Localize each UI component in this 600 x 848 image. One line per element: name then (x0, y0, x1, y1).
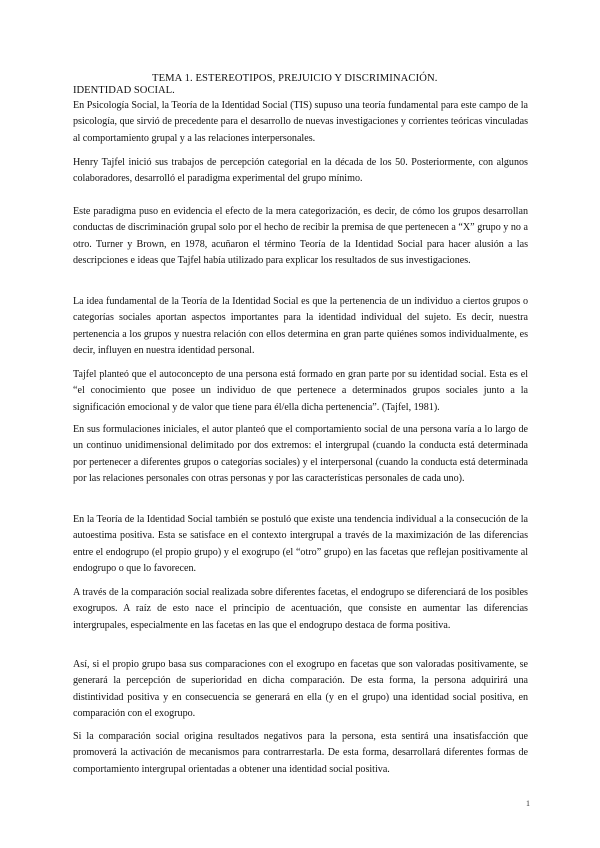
page-number: 1 (526, 799, 530, 808)
paragraph-2: Henry Tajfel inició sus trabajos de percepción categorial en la década de los 50. Posteriormente, con algunos colaboradores, desarrolló el paradigma experimental del grupo mínimo. (73, 157, 528, 185)
paragraph-7: En la Teoría de la Identidad Social también se postuló que existe una tendencia individual a la consecución de la autoestima positiva. Esta se satisface en el contexto intergrupal a través de la maximización de las diferencias entre el endogrupo (el propio grupo) y el exogrupo (el “otro” grupo) en las facetas que reflejan positivamente al endogrupo o que lo favorecen. (73, 514, 528, 575)
paragraph-5: Tajfel planteó que el autoconcepto de una persona está formado en gran parte por su identidad social. Esta es el “el conocimiento que posee un individuo de que pertenece a determinados grupos sociales junto a la significación emocional y de valor que tiene para él/ella dicha pertenencia”. (Tajfel, 1981). (73, 369, 528, 413)
paragraph-6: En sus formulaciones iniciales, el autor planteó que el comportamiento social de una persona varía a lo largo de un continuo unidimensional delimitado por dos extremos: el intergrupal (cuando la conducta está determinada por pertenecer a diferentes grupos o categorías sociales) y el interpersonal (cuando la conducta está determinada por las relaciones personales con otras personas y por las características personales de cada uno). (73, 424, 528, 485)
paragraph-8: A través de la comparación social realizada sobre diferentes facetas, el endogrupo se diferenciará de los posibles exogrupos. A raíz de esto nace el principio de acentuación, que consiste en aumentar las diferencias intergrupales, especialmente en las facetas en las que el endogrupo destaca de forma positiva. (73, 587, 528, 631)
paragraph-4: La idea fundamental de la Teoría de la Identidad Social es que la pertenencia de un individuo a ciertos grupos o categorías sociales aportan aspectos importantes para la identidad individual del sujeto. Es decir, nuestra pertenencia a los grupos y nuestra relación con ellos determina en gran parte quiénes somos individualmente, es decir, influyen en nuestra identidad personal. (73, 296, 528, 357)
paragraph-10: Si la comparación social origina resultados negativos para la persona, esta sentirá una insatisfacción que promoverá la activación de mecanismos para contrarrestarla. De esta forma, desarrollará diferentes formas de comportamiento intergrupal orientadas a obtener una identidad social positiva. (73, 731, 528, 775)
section-heading: IDENTIDAD SOCIAL. (73, 85, 175, 96)
paragraph-1: En Psicología Social, la Teoría de la Identidad Social (TIS) supuso una teoría fundamental para este campo de la psicología, que sirvió de precedente para el desarrollo de nuevas investigaciones y corrientes teóricas vinculadas al comportamiento grupal y a las relaciones interpersonales. (73, 100, 528, 144)
paragraph-9: Así, si el propio grupo basa sus comparaciones con el exogrupo en facetas que son valoradas positivamente, se generará la percepción de superioridad en dicha comparación. De esta forma, la persona adquirirá una distintividad positiva y en consecuencia se generará en ella (y en el grupo) una identidad social positiva, en comparación con el exogrupo. (73, 659, 528, 720)
document-title: TEMA 1. ESTEREOTIPOS, PREJUICIO Y DISCRIMINACIÓN. (152, 73, 438, 84)
paragraph-3: Este paradigma puso en evidencia el efecto de la mera categorización, es decir, de cómo los grupos desarrollan conductas de discriminación grupal solo por el hecho de recibir la premisa de que pertenecen a “X” grupo y no a otro. Turner y Brown, en 1978, acuñaron el término Teoría de la Identidad Social para hacer alusión a las descripciones e ideas que Tajfel había utilizado para explicar los resultados de sus investigaciones. (73, 206, 528, 267)
